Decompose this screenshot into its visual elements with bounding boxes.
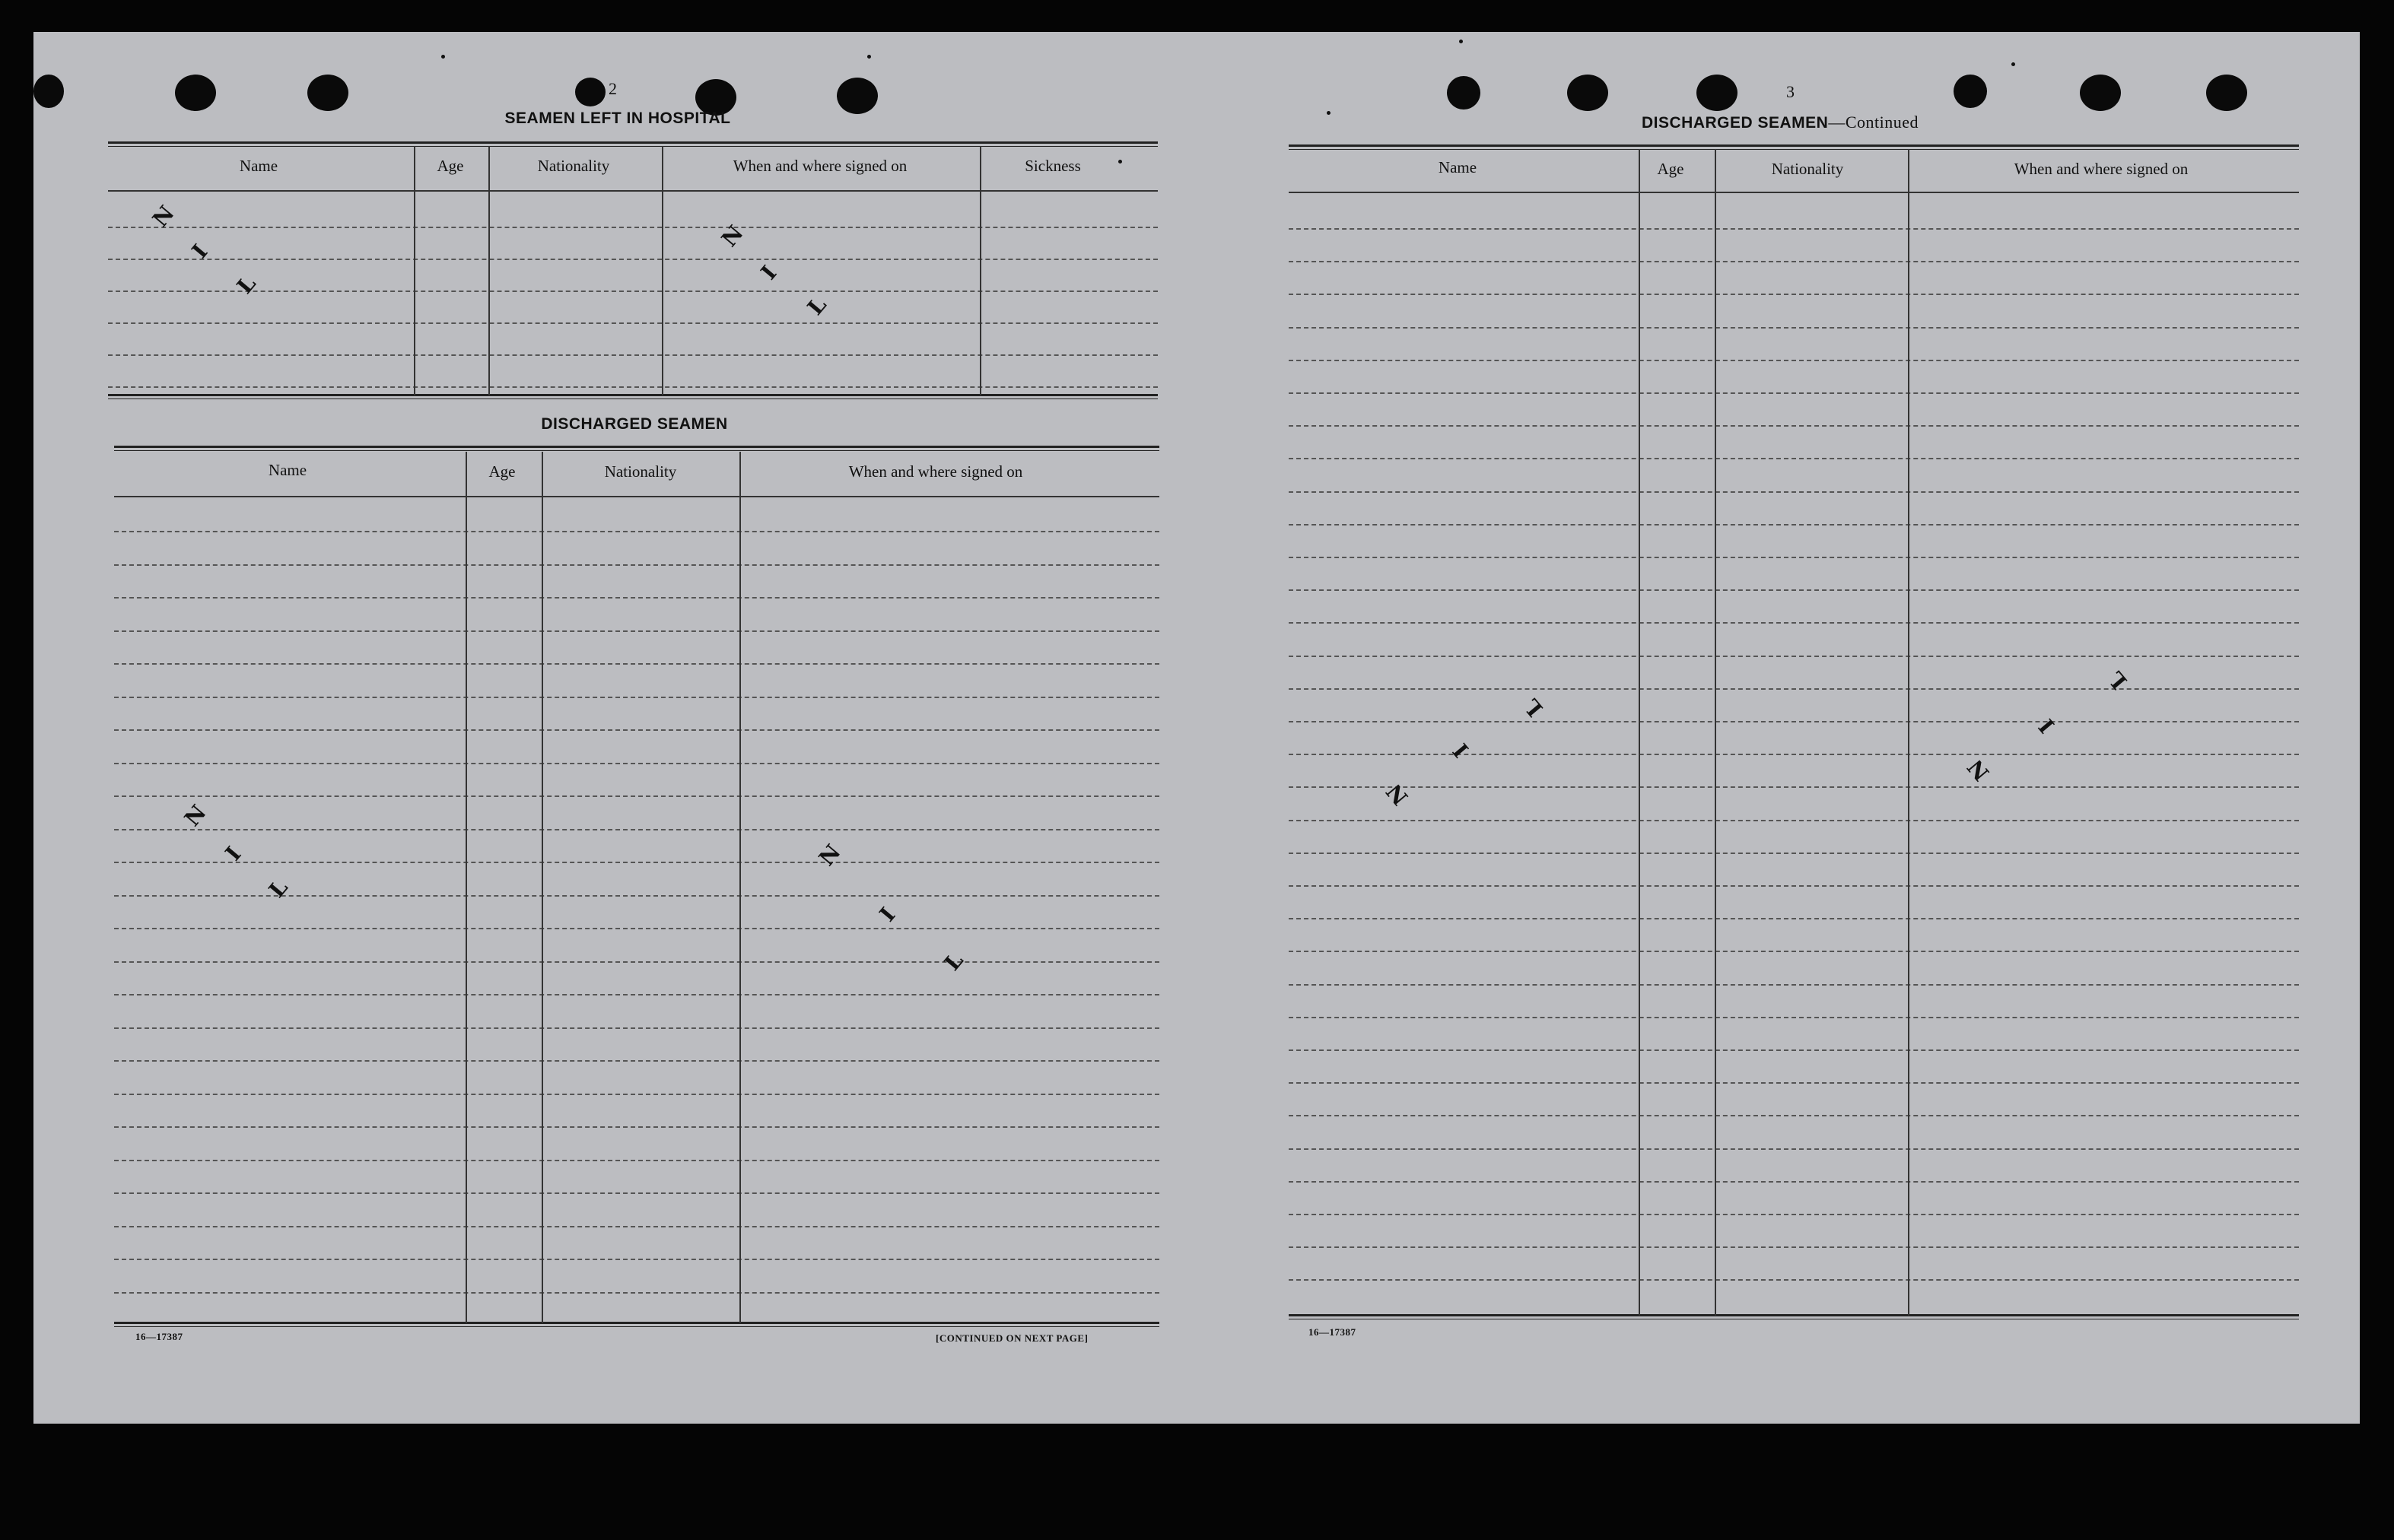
nil-stamp-letter: I [874,902,901,927]
nil-stamp-letter: L [2103,666,2132,694]
entry-line [114,1027,1159,1029]
speck [1459,40,1463,43]
discharged-section-title: DISCHARGED SEAMEN [541,415,728,433]
entry-line [114,663,1159,665]
entry-line [114,1126,1159,1128]
entry-line [1289,261,2299,262]
page-number: 2 [609,79,617,98]
punch-hole [2206,75,2247,111]
column-header-nationality: Nationality [604,462,677,481]
entry-line [114,928,1159,929]
nil-stamp-letter: I [2033,713,2060,738]
nil-stamp-letter: I [186,239,213,264]
entry-line [1289,524,2299,526]
entry-line [114,1160,1159,1161]
punch-hole [307,75,348,111]
entry-line [1289,885,2299,887]
discharged-continued-title [1642,113,1919,132]
column-header-name: Name [1438,158,1477,176]
hospital-section-title: SEAMEN LEFT IN HOSPITAL [504,110,731,127]
table-bottom-rule [114,1322,1159,1327]
entry-line [1289,918,2299,919]
entry-line [114,630,1159,632]
entry-line [114,862,1159,863]
entry-line [1289,360,2299,361]
nil-stamp-letter: N [179,800,211,831]
entry-line [108,259,1158,260]
entry-line [1289,458,2299,459]
entry-line [114,531,1159,532]
punch-hole [175,75,216,111]
entry-line [114,961,1159,963]
entry-line [1289,853,2299,854]
column-divider [662,146,663,395]
entry-line [1289,786,2299,788]
nil-stamp-letter: I [755,260,782,285]
form-number: 16—17387 [1308,1326,1356,1338]
column-divider [739,452,741,1323]
entry-line [1289,1246,2299,1248]
entry-line [1289,589,2299,591]
header-bottom-rule [1289,192,2299,193]
entry-line [1289,1049,2299,1051]
section-double-rule [108,394,1158,399]
column-header-age: Age [437,157,464,175]
entry-line [1289,1181,2299,1183]
speck [1118,160,1122,164]
entry-line [1289,984,2299,986]
nil-stamp-letter: L [231,271,261,299]
entry-line [1289,1148,2299,1150]
column-header-name: Name [268,461,307,479]
entry-line [114,829,1159,830]
section-double-rule [1289,144,2299,150]
nil-stamp-letter: N [147,201,180,232]
entry-line [1289,294,2299,295]
entry-line [114,1259,1159,1260]
nil-stamp-letter: L [263,875,293,903]
entry-line [114,1094,1159,1095]
entry-line [1289,327,2299,329]
entry-line [114,729,1159,731]
nil-stamp-letter: L [939,948,968,976]
column-header-nationality: Nationality [1771,160,1844,178]
entry-line [114,895,1159,897]
column-header-name: Name [239,157,278,175]
entry-line [1289,491,2299,493]
column-header-signed-on: When and where signed on [848,462,1023,481]
table-bottom-rule [1289,1314,2299,1319]
entry-line [1289,656,2299,657]
entry-line [108,354,1158,356]
entry-line [114,597,1159,599]
nil-stamp-letter: N [813,840,846,871]
entry-line [114,763,1159,764]
header-bottom-rule [114,496,1159,497]
column-divider [1908,149,1909,1316]
header-bottom-rule [108,190,1158,192]
speck [2011,62,2015,66]
entry-line [108,291,1158,292]
entry-line [1289,951,2299,952]
entry-line [114,564,1159,566]
column-divider [542,452,543,1323]
entry-line [1289,1082,2299,1084]
nil-stamp-letter: N [1962,754,1995,786]
entry-line [1289,688,2299,690]
entry-line [1289,721,2299,722]
entry-line [1289,820,2299,821]
punch-hole [33,75,64,108]
entry-line [1289,425,2299,427]
discharged-continued-title-main: DISCHARGED SEAMEN [1641,114,1829,132]
column-header-signed-on: When and where signed on [733,157,908,175]
page-number: 3 [1786,82,1795,101]
entry-line [1289,754,2299,755]
column-header-signed-on: When and where signed on [2014,160,2189,178]
entry-line [114,1292,1159,1294]
entry-line [1289,622,2299,624]
section-double-rule [114,446,1159,451]
column-divider [1639,149,1640,1316]
discharged-continued-suffix: —Continued [1828,113,1919,132]
entry-line [114,1226,1159,1227]
form-number: 16—17387 [135,1331,183,1342]
punch-hole [1954,75,1987,108]
column-divider [980,146,981,395]
column-divider [1715,149,1716,1316]
punch-hole [2080,75,2121,111]
continued-note: [CONTINUED ON NEXT PAGE] [936,1332,1089,1344]
entry-line [108,386,1158,388]
punch-hole [1447,76,1480,110]
entry-line [114,994,1159,995]
column-header-age: Age [488,462,516,481]
column-header-age: Age [1657,160,1684,178]
column-header-sickness: Sickness [1025,157,1081,175]
entry-line [1289,392,2299,394]
entry-line [1289,557,2299,558]
entry-line [108,322,1158,324]
punch-hole [1567,75,1608,111]
speck [1327,111,1331,115]
entry-line [114,697,1159,698]
column-header-nationality: Nationality [537,157,610,175]
entry-line [1289,1017,2299,1018]
punch-hole [575,78,606,106]
nil-stamp-letter: I [1448,738,1474,763]
column-divider [466,452,467,1323]
nil-stamp-letter: L [1518,694,1548,722]
nil-stamp-letter: N [716,221,749,252]
speck [441,55,445,59]
entry-line [114,1060,1159,1062]
punch-hole [1696,75,1737,111]
entry-line [114,1192,1159,1194]
speck [867,55,871,59]
section-double-rule [108,141,1158,147]
entry-line [114,795,1159,797]
entry-line [1289,228,2299,230]
entry-line [108,227,1158,228]
nil-stamp-letter: I [220,841,246,866]
punch-hole [837,78,878,114]
column-divider [414,146,415,395]
entry-line [1289,1279,2299,1281]
entry-line [1289,1115,2299,1116]
entry-line [1289,1214,2299,1215]
form-sheet [33,32,2360,1424]
column-divider [488,146,490,395]
nil-stamp-letter: L [802,292,831,320]
nil-stamp-letter: N [1381,779,1413,810]
